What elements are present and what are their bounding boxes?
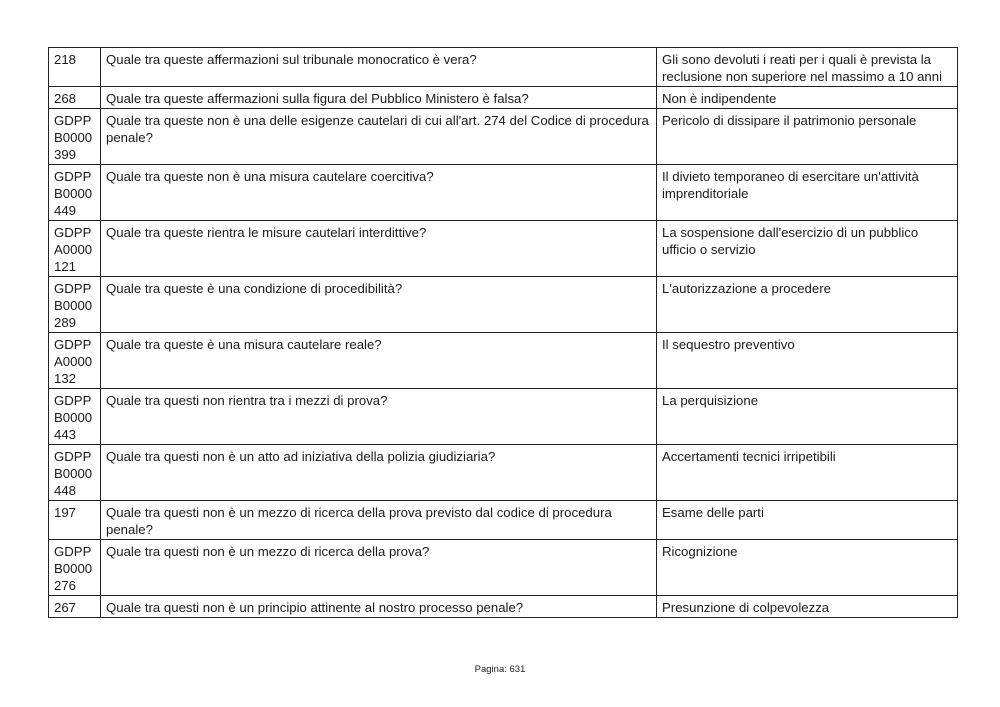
table-row [49,389,958,445]
question-text: Quale tra questi non è un atto ad iniziativa della polizia giudiziaria? [101,445,657,501]
questions-table [48,47,958,618]
question-text: Quale tra questi non è un mezzo di ricerca della prova previsto dal codice di procedura penale? [101,501,657,540]
question-text: Quale tra queste non è una delle esigenze cautelari di cui all'art. 274 del Codice di procedura penale? [101,109,657,165]
row-id: GDPP B0000 443 [49,389,101,445]
answer-text: Accertamenti tecnici irripetibili [657,445,958,501]
answer-text: Il sequestro preventivo [657,333,958,389]
answer-text: Pericolo di dissipare il patrimonio personale [657,109,958,165]
row-id: GDPP B0000 449 [49,165,101,221]
question-text: Quale tra queste rientra le misure cautelari interdittive? [101,221,657,277]
question-text: Quale tra queste affermazioni sul tribunale monocratico è vera? [101,48,657,87]
table-row [49,445,958,501]
row-id: GDPP B0000 276 [49,540,101,596]
table-row [49,540,958,596]
table-row [49,277,958,333]
row-id: GDPP A0000 132 [49,333,101,389]
table-row [49,596,958,618]
answer-text: Gli sono devoluti i reati per i quali è prevista la reclusione non superiore nel massimo a 10 anni [657,48,958,87]
question-text: Quale tra questi non è un mezzo di ricerca della prova? [101,540,657,596]
answer-text: Ricognizione [657,540,958,596]
table-row [49,165,958,221]
answer-text: Esame delle parti [657,501,958,540]
row-id: GDPP B0000 399 [49,109,101,165]
row-id: GDPP A0000 121 [49,221,101,277]
table-row [49,221,958,277]
answer-text: Non è indipendente [657,87,958,109]
answer-text: L'autorizzazione a procedere [657,277,958,333]
row-id: GDPP B0000 448 [49,445,101,501]
table-row [49,501,958,540]
row-id: 268 [49,87,101,109]
question-text: Quale tra queste è una condizione di procedibilità? [101,277,657,333]
question-text: Quale tra questi non è un principio attinente al nostro processo penale? [101,596,657,618]
page-number: Pagina: 631 [474,664,526,675]
table-row [49,333,958,389]
row-id: GDPP B0000 289 [49,277,101,333]
answer-text: Il divieto temporaneo di esercitare un'attività imprenditoriale [657,165,958,221]
table-row [49,48,958,87]
question-text: Quale tra queste non è una misura cautelare coercitiva? [101,165,657,221]
question-text: Quale tra queste affermazioni sulla figura del Pubblico Ministero è falsa? [101,87,657,109]
answer-text: La sospensione dall'esercizio di un pubblico ufficio o servizio [657,221,958,277]
table-row [49,109,958,165]
row-id: 218 [49,48,101,87]
answer-text: La perquisizione [657,389,958,445]
question-text: Quale tra questi non rientra tra i mezzi di prova? [101,389,657,445]
table-row [49,87,958,109]
answer-text: Presunzione di colpevolezza [657,596,958,618]
row-id: 267 [49,596,101,618]
question-text: Quale tra queste è una misura cautelare reale? [101,333,657,389]
row-id: 197 [49,501,101,540]
